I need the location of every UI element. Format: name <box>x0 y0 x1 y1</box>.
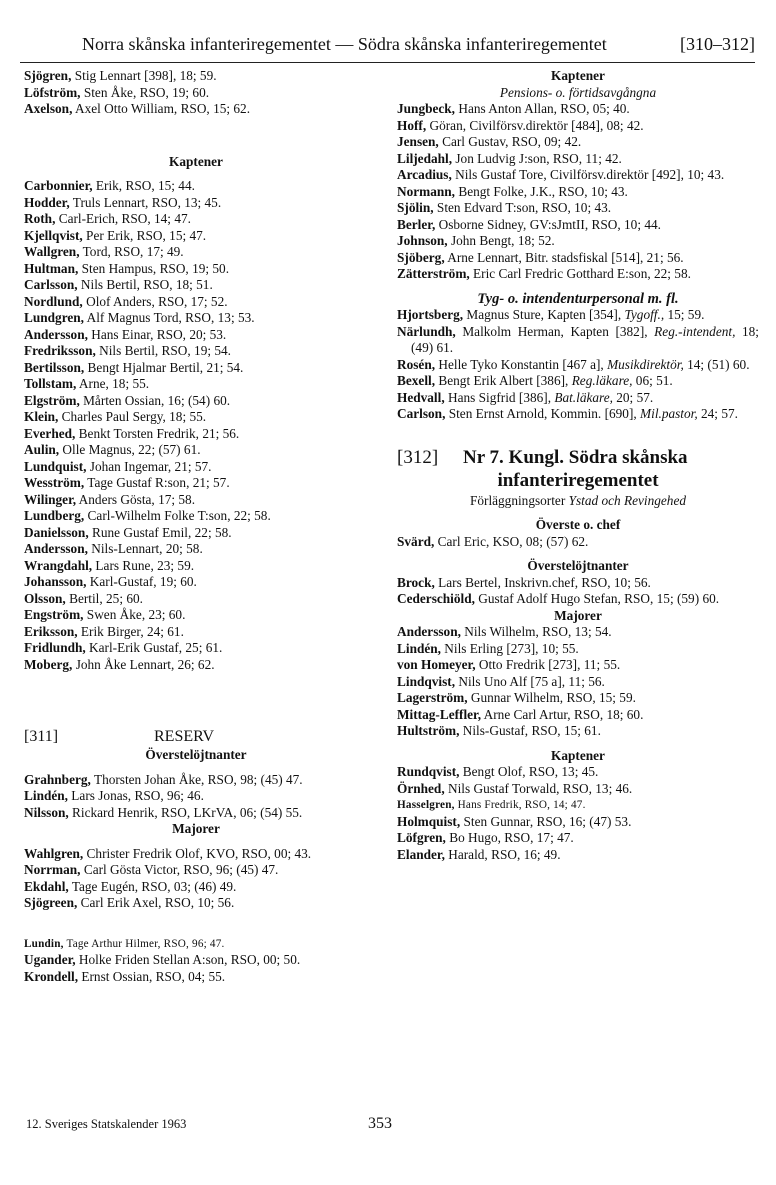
entry-name: Sjögren, <box>24 68 72 83</box>
list-item <box>397 723 759 740</box>
list-item <box>24 393 368 410</box>
header-rule <box>20 62 755 63</box>
list-item <box>24 846 368 863</box>
right-column <box>397 68 759 863</box>
entry-details: Karl-Erik Gustaf, 25; 61. <box>85 640 223 655</box>
list-item <box>24 558 368 575</box>
list-item <box>24 772 368 789</box>
entry-name: Norrman, <box>24 862 81 877</box>
list-item <box>397 830 759 847</box>
list-item <box>397 674 759 691</box>
list-item <box>397 167 759 184</box>
entry-details: Bengt Erik Albert [386], <box>435 373 572 388</box>
entry-details: Lars Rune, 23; 59. <box>92 557 195 573</box>
chef-heading: Överste o. chef <box>535 517 621 532</box>
majorer-heading: Majorer <box>554 607 602 623</box>
entry-name: von Homeyer, <box>397 657 476 672</box>
list-item <box>24 68 368 85</box>
list-item <box>397 118 759 135</box>
entry-name: Carlsson, <box>24 277 78 292</box>
list-item <box>397 575 759 592</box>
majorer-heading: Majorer <box>172 821 220 836</box>
entry-details: Erik Birger, 24; 61. <box>77 623 184 639</box>
entry-details: Carl Erik Axel, RSO, 10; 56. <box>77 895 235 910</box>
reserve-section-number: [311] <box>24 728 59 745</box>
entry-name: Lindén, <box>397 640 441 656</box>
entry-details: Nils Wilhelm, RSO, 13; 54. <box>460 624 612 639</box>
entry-name: Jensen, <box>397 134 439 149</box>
list-item <box>24 442 368 459</box>
entry-details: Carl Gustav, RSO, 09; 42. <box>438 134 582 149</box>
entry-details: Arne, 18; 55. <box>76 376 150 391</box>
entry-details: Charles Paul Sergy, 18; 55. <box>58 409 207 424</box>
entry-details: Nils Bertil, RSO, 19; 54. <box>95 343 231 358</box>
entry-details: Christer Fredrik Olof, KVO, RSO, 00; 43. <box>83 845 312 861</box>
list-item <box>24 294 368 311</box>
unit-title-line-1: Nr 7. Kungl. Södra skånska <box>463 446 688 468</box>
entry-details: Sten Åke, RSO, 19; 60. <box>80 84 210 100</box>
entry-name: Moberg, <box>24 656 73 672</box>
entry-name: Hedvall, <box>397 389 445 405</box>
entry-details: Hans Fredrik, RSO, 14; 47. <box>454 799 586 811</box>
list-item <box>24 805 368 822</box>
list-item <box>24 244 368 261</box>
list-item <box>397 250 759 267</box>
entry-title: Reg.läkare, <box>571 373 633 388</box>
list-item <box>397 184 759 201</box>
entry-name: Carlson, <box>397 406 446 421</box>
kaptener-heading: Kaptener <box>551 68 605 83</box>
bottom-list <box>24 952 368 985</box>
list-item <box>397 233 759 250</box>
list-item <box>24 936 368 953</box>
entry-details: Sten Ernst Arnold, Kommin. [690], <box>445 406 641 421</box>
entry-details: Hans Einar, RSO, 20; 53. <box>87 326 227 342</box>
kaptener-list <box>24 178 368 673</box>
entry-details: Karl-Gustaf, 19; 60. <box>86 574 197 589</box>
list-item <box>24 624 368 641</box>
entry-name: Hasselgren, <box>397 799 455 811</box>
entry-title: Mil.pastor, <box>640 406 698 421</box>
pensioned-kaptener-list <box>397 101 759 283</box>
entry-name: Brock, <box>397 574 435 590</box>
entry-details: Nils-Gustaf, RSO, 15; 61. <box>459 723 601 738</box>
footer-source: 12. Sveriges Statskalender 1963 <box>26 1117 187 1131</box>
entry-name: Lundberg, <box>24 508 85 523</box>
unit-heading <box>397 447 759 469</box>
entry-name: Holmquist, <box>397 813 461 829</box>
entry-name: Lundquist, <box>24 458 87 474</box>
entry-name: Fridlundh, <box>24 640 86 655</box>
entry-name: Lindqvist, <box>397 673 456 689</box>
entry-dates: 18; (49) 61. <box>411 323 759 355</box>
entry-details: Sten Gunnar, RSO, 16; (47) 53. <box>460 813 632 829</box>
entry-details: Bengt Hjalmar Bertil, 21; 54. <box>84 359 244 375</box>
entry-name: Carbonnier, <box>24 178 93 193</box>
list-item <box>397 591 759 608</box>
entry-name: Berler, <box>397 216 436 232</box>
list-item <box>24 492 368 509</box>
entry-name: Wesström, <box>24 475 85 490</box>
list-item <box>24 261 368 278</box>
entry-details: Holke Friden Stellan A:son, RSO, 00; 50. <box>75 952 301 967</box>
entry-name: Wallgren, <box>24 244 80 259</box>
entry-name: Ekdahl, <box>24 878 69 894</box>
entry-dates: 20; 57. <box>612 389 654 405</box>
entry-dates: 15; 59. <box>664 307 705 322</box>
entry-details: Rickard Henrik, RSO, LKrVA, 06; (54) 55. <box>68 804 303 820</box>
entry-dates: 06; 51. <box>632 373 673 388</box>
list-item <box>397 266 759 283</box>
entry-details: Truls Lennart, RSO, 13; 45. <box>69 194 222 210</box>
entry-details: Rune Gustaf Emil, 22; 58. <box>88 524 232 540</box>
list-item <box>24 277 368 294</box>
entry-name: Normann, <box>397 183 455 199</box>
list-item <box>397 641 759 658</box>
entry-details: Stig Lennart [398], 18; 59. <box>71 68 217 83</box>
running-header <box>40 34 755 60</box>
list-item <box>397 200 759 217</box>
list-item <box>24 591 368 608</box>
list-item <box>397 307 759 324</box>
entry-name: Bertilsson, <box>24 359 85 375</box>
overstelojtnanter-list <box>24 772 368 822</box>
entry-name: Elander, <box>397 846 445 862</box>
entry-details: Nils Uno Alf [75 a], 11; 56. <box>455 673 605 689</box>
kaptener-list <box>397 764 759 863</box>
entry-name: Svärd, <box>397 533 435 549</box>
entry-details: Anders Gösta, 17; 58. <box>76 491 196 507</box>
entry-name: Lundgren, <box>24 310 84 325</box>
entry-details: Carl Gösta Victor, RSO, 96; (45) 47. <box>80 862 279 877</box>
list-item <box>397 707 759 724</box>
entry-name: Wrangdahl, <box>24 557 93 573</box>
list-item <box>24 85 368 102</box>
garrison-line <box>397 493 759 510</box>
entry-name: Andersson, <box>397 624 461 639</box>
list-item <box>24 211 368 228</box>
entry-details: Arne Carl Artur, RSO, 18; 60. <box>481 706 644 722</box>
entry-name: Hodder, <box>24 194 70 210</box>
entry-name: Sjögreen, <box>24 895 78 910</box>
entry-details: Thorsten Johan Åke, RSO, 98; (45) 47. <box>90 771 303 787</box>
list-item <box>24 879 368 896</box>
running-header-pages: [310–312] <box>680 34 755 54</box>
entry-name: Olsson, <box>24 590 66 606</box>
list-item <box>24 508 368 525</box>
entry-name: Johnson, <box>397 233 448 248</box>
entry-name: Löfström, <box>24 84 81 100</box>
entry-details: Hans Anton Allan, RSO, 05; 40. <box>455 101 630 116</box>
entry-dates: 14; (51) 60. <box>683 356 750 372</box>
entry-name: Sjöberg, <box>397 249 445 265</box>
overstelojtnanter-heading: Överstelöjtnanter <box>145 747 247 762</box>
entry-details: Johan Ingemar, 21; 57. <box>86 458 212 474</box>
entry-name: Roth, <box>24 211 56 226</box>
list-item <box>397 134 759 151</box>
list-item <box>24 541 368 558</box>
list-item <box>397 357 759 374</box>
entry-name: Engström, <box>24 607 84 622</box>
entry-details: Sten Hampus, RSO, 19; 50. <box>78 260 230 276</box>
entry-name: Klein, <box>24 409 59 424</box>
entry-name: Andersson, <box>24 541 88 556</box>
list-item <box>24 657 368 674</box>
entry-details: Gunnar Wilhelm, RSO, 15; 59. <box>467 690 636 705</box>
list-item <box>24 310 368 327</box>
entry-name: Liljedahl, <box>397 150 453 166</box>
garrison-places: Ystad och Revingehed <box>568 492 687 508</box>
reserve-heading <box>24 727 368 747</box>
entry-details: Swen Åke, 23; 60. <box>83 607 186 622</box>
entry-name: Hultström, <box>397 723 460 738</box>
entry-details: Osborne Sidney, GV:sJmtII, RSO, 10; 44. <box>435 216 661 232</box>
list-item <box>397 781 759 798</box>
list-item <box>24 228 368 245</box>
list-item <box>24 862 368 879</box>
entry-name: Tollstam, <box>24 376 77 391</box>
entry-name: Lagerström, <box>397 690 468 705</box>
tyg-heading: Tyg- o. intendenturpersonal m. fl. <box>477 290 679 307</box>
list-item <box>24 788 368 805</box>
entry-name: Arcadius, <box>397 167 452 182</box>
entry-name: Ugander, <box>24 952 76 967</box>
entry-name: Eriksson, <box>24 623 78 639</box>
entry-name: Grahnberg, <box>24 771 91 787</box>
entry-details: Göran, Civilförsv.direktör [484], 08; 42. <box>426 117 644 133</box>
unit-title-line-2: infanteriregementet <box>497 469 659 491</box>
list-item <box>397 390 759 407</box>
entry-details: Nils Erling [273], 10; 55. <box>440 640 579 656</box>
list-item <box>24 895 368 912</box>
entry-name: Nilsson, <box>24 804 69 820</box>
list-item <box>24 195 368 212</box>
entry-name: Zätterström, <box>397 266 470 281</box>
entry-details: Carl-Wilhelm Folke T:son, 22; 58. <box>84 508 271 523</box>
list-item <box>397 764 759 781</box>
entry-details: Lars Bertel, Inskrivn.chef, RSO, 10; 56. <box>434 574 651 590</box>
entry-details: Bo Hugo, RSO, 17; 47. <box>445 830 574 845</box>
entry-details: Axel Otto William, RSO, 15; 62. <box>72 101 251 116</box>
pension-subheading: Pensions- o. förtidsavgångna <box>499 84 657 100</box>
garrison-label: Förläggningsorter <box>469 492 569 508</box>
entry-details: Olof Anders, RSO, 17; 52. <box>82 293 228 309</box>
list-item <box>397 373 759 390</box>
entry-details: Per Erik, RSO, 15; 47. <box>82 227 207 243</box>
list-item <box>397 814 759 831</box>
entry-name: Andersson, <box>24 326 88 342</box>
kaptener-heading: Kaptener <box>551 747 605 763</box>
entry-details: Sten Edvard T:son, RSO, 10; 43. <box>433 200 612 215</box>
list-item <box>24 640 368 657</box>
entry-details: Ernst Ossian, RSO, 04; 55. <box>78 968 226 984</box>
entry-name: Wahlgren, <box>24 845 84 861</box>
list-item <box>24 376 368 393</box>
entry-name: Rundqvist, <box>397 764 460 779</box>
list-item <box>397 690 759 707</box>
entry-name: Närlundh, <box>397 323 456 339</box>
entry-name: Krondell, <box>24 968 79 984</box>
overstelojtnanter-heading: Överstelöjtnanter <box>527 558 629 573</box>
unit-section-number: [312] <box>397 446 439 468</box>
list-item <box>397 624 759 641</box>
entry-details: Nils Gustaf Torwald, RSO, 13; 46. <box>444 780 633 796</box>
list-item <box>397 101 759 118</box>
list-item <box>24 607 368 624</box>
page-number: 353 <box>368 1115 392 1132</box>
list-item <box>24 426 368 443</box>
entry-name: Aulin, <box>24 442 60 457</box>
list-item <box>397 406 759 423</box>
entry-name: Fredriksson, <box>24 343 96 358</box>
entry-name: Örnhed, <box>397 780 445 796</box>
entry-dates: 24; 57. <box>697 406 738 421</box>
entry-name: Lindén, <box>24 788 68 803</box>
list-item <box>397 657 759 674</box>
entry-details: Helle Tyko Konstantin [467 a], <box>435 356 608 372</box>
entry-details: John Åke Lennart, 26; 62. <box>72 656 215 672</box>
entry-name: Hjortsberg, <box>397 307 464 322</box>
entry-details: Tage Gustaf R:son, 21; 57. <box>84 475 230 490</box>
entry-details: Tage Eugén, RSO, 03; (46) 49. <box>68 878 237 894</box>
entry-details: Erik, RSO, 15; 44. <box>92 178 195 193</box>
entry-name: Bexell, <box>397 373 436 388</box>
entry-details: Bengt Folke, J.K., RSO, 10; 43. <box>455 183 628 199</box>
majorer-list <box>397 624 759 740</box>
entry-details: Otto Fredrik [273], 11; 55. <box>475 657 621 672</box>
list-item <box>24 343 368 360</box>
entry-title: Reg.-intendent, <box>654 323 736 339</box>
list-item <box>24 360 368 377</box>
overstelojtnanter-list <box>397 575 759 608</box>
entry-details: Bengt Olof, RSO, 13; 45. <box>459 764 599 779</box>
kaptener-heading: Kaptener <box>169 153 223 169</box>
entry-details: Harald, RSO, 16; 49. <box>444 846 561 862</box>
entry-details: Benkt Torsten Fredrik, 21; 56. <box>75 425 240 441</box>
list-item <box>24 459 368 476</box>
entry-name: Rosén, <box>397 356 436 372</box>
entry-details: Malkolm Herman, Kapten [382], <box>455 323 655 339</box>
list-item <box>24 574 368 591</box>
entry-details: Bertil, 25; 60. <box>65 590 143 606</box>
entry-details: Lars Jonas, RSO, 96; 46. <box>67 788 204 803</box>
list-item <box>24 178 368 195</box>
entry-details: Tord, RSO, 17; 49. <box>79 244 184 259</box>
entry-name: Danielsson, <box>24 524 89 540</box>
list-item <box>397 217 759 234</box>
entry-name: Löfgren, <box>397 830 446 845</box>
entry-details: Alf Magnus Tord, RSO, 13; 53. <box>84 310 255 325</box>
list-item <box>24 409 368 426</box>
list-item <box>24 952 368 969</box>
running-header-title: Norra skånska infanteriregementet — Södra skånska infanteriregementet <box>82 34 607 54</box>
list-item <box>397 847 759 864</box>
entry-title: Tygoff., <box>624 307 665 322</box>
reserve-title: RESERV <box>154 728 215 745</box>
entry-details: Nils-Lennart, 20; 58. <box>87 541 203 556</box>
entry-name: Hultman, <box>24 260 79 276</box>
list-item <box>24 327 368 344</box>
tyg-list <box>397 307 759 423</box>
left-column <box>24 68 368 985</box>
list-item <box>24 101 368 118</box>
entry-name: Axelson, <box>24 101 73 116</box>
list-item <box>24 969 368 986</box>
chef-list <box>397 534 759 551</box>
list-item <box>397 324 759 357</box>
entry-details: Eric Carl Fredric Gotthard E:son, 22; 58. <box>469 266 691 281</box>
entry-title: Musikdirektör, <box>607 356 684 372</box>
entry-details: Mårten Ossian, 16; (54) 60. <box>79 392 231 408</box>
entry-name: Hoff, <box>397 117 427 133</box>
entry-name: Elgström, <box>24 392 80 408</box>
list-item <box>397 151 759 168</box>
entry-name: Kjellqvist, <box>24 227 83 243</box>
entry-title: Bat.läkare, <box>554 389 613 405</box>
entry-name: Wilinger, <box>24 491 77 507</box>
entry-details: Olle Magnus, 22; (57) 61. <box>59 442 201 457</box>
entry-details: John Bengt, 18; 52. <box>447 233 555 248</box>
list-item <box>24 525 368 542</box>
entry-details: Magnus Sture, Kapten [354], <box>463 307 625 322</box>
entry-name: Sjölin, <box>397 200 434 215</box>
entry-details: Nils Gustaf Tore, Civilförsv.direktör [492], 10; 43. <box>451 167 725 182</box>
entry-name: Cederschiöld, <box>397 591 475 606</box>
entry-name: Mittag-Leffler, <box>397 706 482 722</box>
list-item <box>397 534 759 551</box>
entry-details: Hans Sigfrid [386], <box>444 389 555 405</box>
entry-details: Jon Ludvig J:son, RSO, 11; 42. <box>452 150 622 166</box>
entry-details: Carl-Erich, RSO, 14; 47. <box>55 211 191 226</box>
entry-details: Arne Lennart, Bitr. stadsfiskal [514], 21; 56. <box>444 249 684 265</box>
entry-name: Nordlund, <box>24 293 83 309</box>
entry-details: Gustaf Adolf Hugo Stefan, RSO, 15; (59) 60. <box>474 591 720 606</box>
entry-name: Everhed, <box>24 425 76 441</box>
entry-details: Carl Eric, KSO, 08; (57) 62. <box>434 533 589 549</box>
list-item <box>397 797 759 814</box>
majorer-list <box>24 846 368 912</box>
entry-name: Lundin, <box>24 937 64 950</box>
left-top-entries <box>24 68 368 118</box>
entry-name: Johansson, <box>24 574 87 589</box>
entry-name: Jungbeck, <box>397 101 456 116</box>
list-item <box>24 475 368 492</box>
entry-details: Tage Arthur Hilmer, RSO, 96; 47. <box>63 937 225 950</box>
entry-details: Nils Bertil, RSO, 18; 51. <box>77 277 213 292</box>
